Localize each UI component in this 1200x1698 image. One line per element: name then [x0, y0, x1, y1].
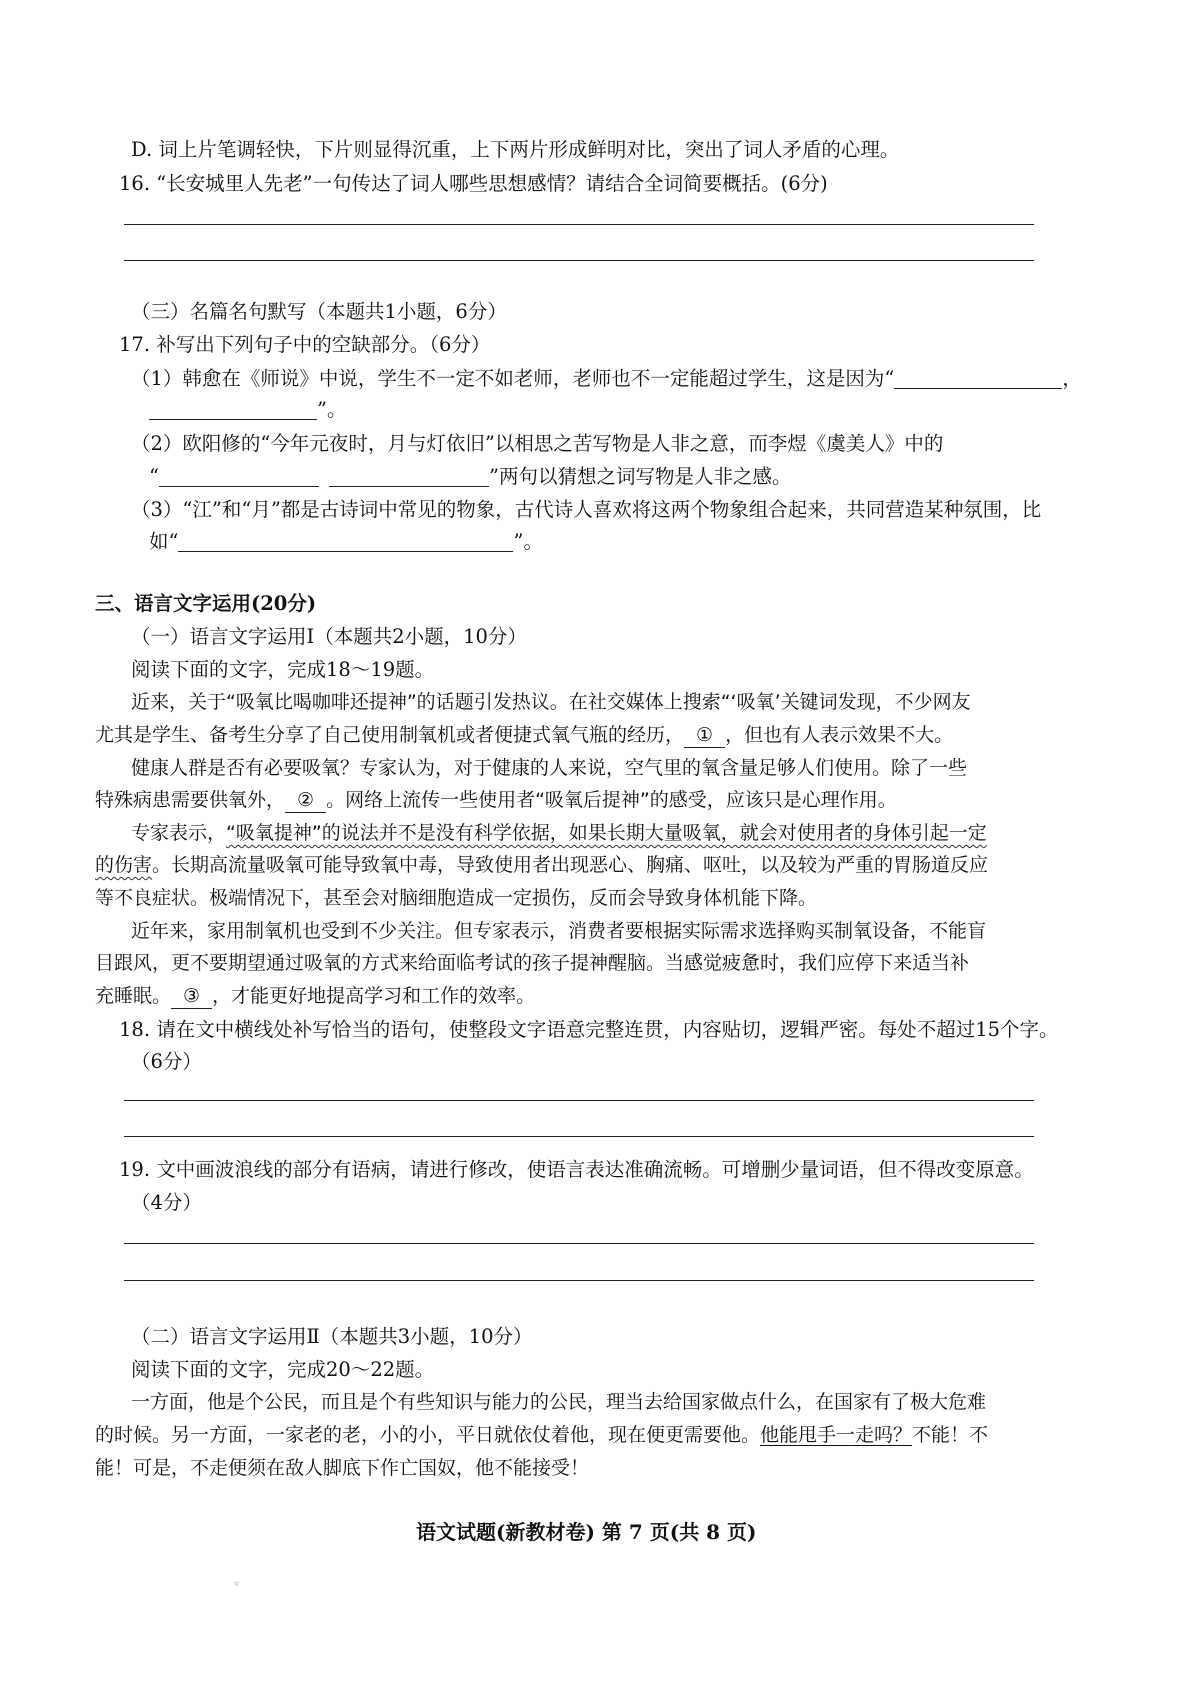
- passage-1-p1-text-a: 尤其是学生、备考生分享了自己使用制氧机或者便捷式氧气瓶的经历，: [95, 724, 685, 746]
- q19-prompt: 19. 文中画波浪线的部分有语病，请进行修改，使语言表达准确流畅。可增删少量词语，但不得改变原意。: [119, 1158, 1034, 1181]
- q19-answer-line-1[interactable]: [124, 1243, 1034, 1244]
- page-footer: 语文试题(新教材卷) 第 7 页(共 8 页): [416, 1520, 757, 1544]
- q18-answer-line-1[interactable]: [124, 1100, 1034, 1101]
- q17-sentence-2: （2）欧阳修的“今年元夜时，月与灯依旧”以相思之苦写物是人非之意，而李煜《虞美人》中的: [131, 432, 944, 455]
- passage-2-line-2: [95, 1423, 988, 1447]
- q18-answer-line-2[interactable]: [124, 1136, 1034, 1137]
- passage-2-line-3: 能！可是，不走便须在敌人脚底下作亡国奴，他不能接受！: [95, 1457, 590, 1479]
- q18-prompt: 18. 请在文中横线处补写恰当的语句，使整段文字语意完整连贯，内容贴切，逻辑严密。每处不超过15个字。: [119, 1018, 1059, 1041]
- part-3-title: 三、语言文字运用(20分): [95, 592, 317, 615]
- q17-sentence-1: [131, 367, 1082, 391]
- q16-answer-line-2[interactable]: [124, 260, 1034, 261]
- passage-1-p1-line-1: 近来，关于“吸氧比喝咖啡还提神”的话题引发热议。在社交媒体上搜索“‘吸氧’关键词发现，不少网友: [131, 691, 971, 713]
- passage-2-text-a: 的时候。另一方面，一家老的老，小的小，平日就依仗着他，现在便更需要他。: [95, 1424, 761, 1446]
- q17-s1-comma: ，: [1062, 367, 1082, 390]
- q16-answer-line-1[interactable]: [124, 224, 1034, 225]
- q17-s3-blank[interactable]: [178, 533, 513, 552]
- passage-1-p4-text-a: 充睡眠。: [95, 985, 172, 1007]
- q17-s2-close: ”两句以猜想之词写物是人非之感。: [488, 465, 792, 488]
- passage-1-p3-line-1: [131, 821, 987, 845]
- q19-score: （4分）: [131, 1191, 202, 1214]
- part-3-sub-2: （二）语言文字运用Ⅱ（本题共3小题，10分）: [131, 1325, 533, 1348]
- passage-1-p2-line-2: [95, 788, 897, 813]
- passage-2-text-b: 不能！不: [912, 1424, 989, 1446]
- q17-s2-blank-1[interactable]: [159, 468, 319, 487]
- underlined-sentence: 他能甩手一走吗？: [760, 1424, 913, 1446]
- wavy-underlined-text: “吸氧提神”的说法并不是没有科学依据，如果长期大量吸氧，就会对使用者的身体引起一定: [226, 822, 987, 844]
- passage-1-p4-line-2: 目跟风，更不要期望通过吸氧的方式来给面临考试的孩子提神醒脑。当感觉疲惫时，我们应停下来适当补: [95, 952, 970, 974]
- q17-s1-close: ”。: [317, 398, 347, 421]
- q17-sentence-1-cont: [149, 398, 346, 422]
- part-3-sub-1: （一）语言文字运用Ⅰ（本题共2小题，10分）: [131, 625, 527, 648]
- q16-prompt: 16. “长安城里人先老”一句传达了词人哪些思想感情？请结合全词简要概括。(6分): [119, 172, 828, 195]
- q17-s1-blank-2[interactable]: [149, 401, 317, 420]
- passage-1-p4-line-1: 近年来，家用制氧机也受到不少关注。但专家表示，消费者要根据实际需求选择购买制氧设备，不能盲: [131, 920, 987, 942]
- passage-2-line-1: 一方面，他是个公民，而且是个有些知识与能力的公民，理当去给国家做点什么，在国家有了极大危难: [131, 1391, 987, 1413]
- wavy-underlined-text-cont: 的伤害: [95, 854, 153, 876]
- passage-1-p4-text-b: ，才能更好地提高学习和工作的效率。: [212, 985, 536, 1007]
- q17-s1-text: （1）韩愈在《师说》中说，学生不一定不如老师，老师也不一定能超过学生，这是因为“: [131, 367, 895, 390]
- passage-1-p3-line-2: [95, 853, 988, 877]
- section-3-header: （三）名篇名句默写（本题共1小题，6分）: [131, 300, 507, 323]
- blank-marker-3: ③: [171, 984, 212, 1009]
- passage-1-p1-line-2: [95, 723, 953, 748]
- passage-1-p4-line-3: [95, 984, 535, 1009]
- reading-instruction-1: 阅读下面的文字，完成18～19题。: [131, 658, 435, 681]
- passage-1-p2-text-a: 特殊病患需要供氧外，: [95, 789, 286, 811]
- reading-instruction-2: 阅读下面的文字，完成20～22题。: [131, 1358, 435, 1381]
- passage-1-p1-text-b: ，但也有人表示效果不大。: [725, 724, 954, 746]
- scan-speck: ◦: [233, 1577, 241, 1591]
- q19-answer-line-2[interactable]: [124, 1280, 1034, 1281]
- blank-marker-2: ②: [285, 788, 326, 813]
- blank-marker-1: ①: [684, 723, 725, 748]
- passage-1-p3-text-b: 。长期高流量吸氧可能导致氧中毒，导致使用者出现恶心、胸痛、呕吐，以及较为严重的胃肠道反应: [152, 854, 989, 876]
- q17-s3-open: 如“: [149, 530, 179, 553]
- passage-1-p2-line-1: 健康人群是否有必要吸氧？专家认为，对于健康的人来说，空气里的氧含量足够人们使用。除了一些: [131, 757, 968, 779]
- q17-s1-blank-1[interactable]: [894, 370, 1062, 389]
- q17-s3-close: ”。: [513, 530, 543, 553]
- q17-sentence-3-cont: [149, 530, 543, 554]
- q15-option-d: D. 词上片笔调轻快，下片则显得沉重，上下两片形成鲜明对比，突出了词人矛盾的心理。: [131, 138, 900, 161]
- passage-1-p3-line-3: 等不良症状。极端情况下，甚至会对脑细胞造成一定损伤，反而会导致身体机能下降。: [95, 887, 818, 909]
- q17-s2-blank-2[interactable]: [329, 468, 489, 487]
- q17-prompt: 17. 补写出下列句子中的空缺部分。（6分）: [119, 333, 491, 356]
- q17-s2-open: “: [149, 465, 159, 488]
- passage-1-p2-text-b: 。网络上流传一些使用者“吸氧后提神”的感受，应该只是心理作用。: [326, 789, 897, 811]
- passage-1-p3-text-a: 专家表示，: [131, 822, 227, 844]
- q17-sentence-2-cont: [149, 465, 791, 489]
- q18-score: （6分）: [131, 1050, 202, 1073]
- q17-sentence-3: （3）“江”和“月”都是古诗词中常见的物象，古代诗人喜欢将这两个物象组合起来，共同营造某种氛围，比: [131, 498, 1042, 521]
